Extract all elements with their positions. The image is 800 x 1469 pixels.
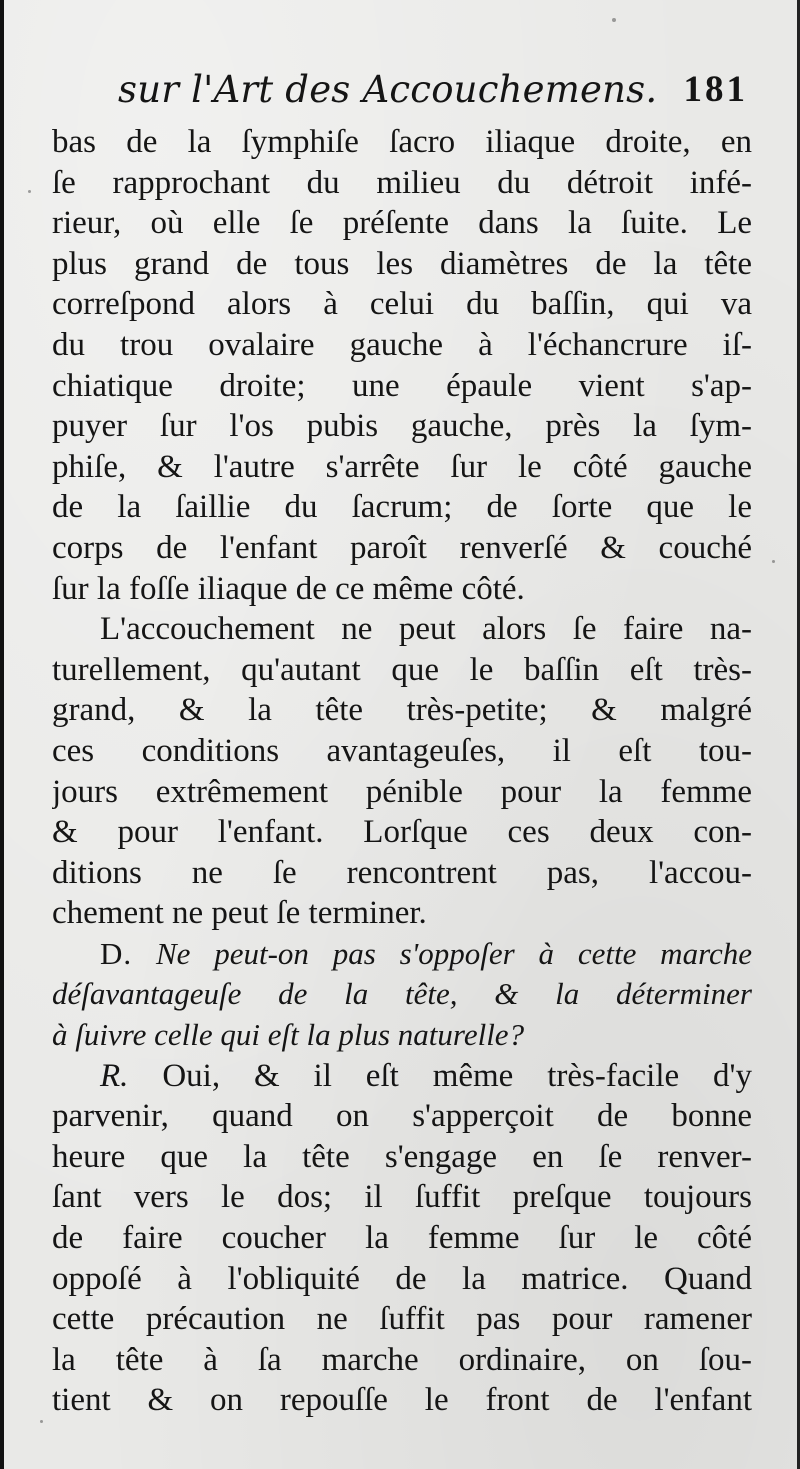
text-line: chiatique droite; une épaule vient s'ap-: [52, 367, 752, 404]
page-edge-left: [0, 0, 4, 1469]
text-line: de la ſaillie du ſacrum; de ſorte que le: [52, 489, 752, 526]
question-text: Ne peut-on pas s'oppoſer à cette marche: [155, 935, 752, 971]
question-label: D.: [100, 935, 133, 971]
text-line: correſpond alors à celui du baſſin, qui va: [52, 286, 752, 323]
paper-speck: [612, 18, 616, 22]
running-title: sur l'Art des Accouchemens.: [118, 68, 658, 111]
text-line: cette précaution ne ſuffit pas pour ramener: [52, 1301, 752, 1338]
text-line: rieur, où elle ſe préſente dans la ſuite. Le: [52, 205, 752, 242]
text-line: ditions ne ſe rencontrent pas, l'accou-: [52, 854, 752, 891]
text-line: corps de l'enfant paroît renverſé & couché: [52, 529, 752, 566]
answer-line: [52, 1056, 752, 1097]
text-line: tient & on repouſſe le front de l'enfant: [52, 1382, 752, 1419]
question-line: déſavantageuſe de la tête, & la déterminer: [52, 976, 752, 1012]
answer-text: Oui, & il eſt même très-facile d'y: [162, 1057, 752, 1094]
text-line: grand, & la tête très-petite; & malgré: [52, 692, 752, 729]
text-line: ſe rapprochant du milieu du détroit infé-: [52, 164, 752, 201]
text-line: la tête à ſa marche ordinaire, on ſou-: [52, 1341, 752, 1378]
text-line: oppoſé à l'obliquité de la matrice. Quand: [52, 1260, 752, 1297]
running-head: [118, 62, 748, 118]
text-line: jours extrêmement pénible pour la femme: [52, 773, 752, 810]
answer-label: R.: [100, 1057, 129, 1094]
text-line: plus grand de tous les diamètres de la tête: [52, 245, 752, 282]
text-line: puyer ſur l'os pubis gauche, près la ſym-: [52, 408, 752, 445]
text-line: ſant vers le dos; il ſuffit preſque toujours: [52, 1179, 752, 1216]
text-line: heure que la tête s'engage en ſe renver-: [52, 1138, 752, 1175]
text-line: du trou ovalaire gauche à l'échancrure iſ-: [52, 326, 752, 363]
page-number: 181: [683, 69, 748, 110]
text-line: parvenir, quand on s'apperçoit de bonne: [52, 1098, 752, 1135]
text-line: L'accouchement ne peut alors ſe faire na-: [100, 611, 752, 648]
paper-speck: [772, 560, 775, 563]
text-line: de faire coucher la femme ſur le côté: [52, 1220, 752, 1257]
paper-speck: [28, 190, 31, 193]
text-line: ces conditions avantageuſes, il eſt tou-: [52, 732, 752, 769]
text-line: & pour l'enfant. Lorſque ces deux con-: [52, 814, 752, 851]
question-line: [52, 934, 752, 975]
text-line: ſur la foſſe iliaque de ce même côté.: [52, 570, 525, 607]
question-line: à ſuivre celle qui eſt la plus naturelle?: [52, 1017, 525, 1053]
paper-speck: [40, 1420, 43, 1423]
text-line: chement ne peut ſe terminer.: [52, 895, 427, 932]
text-line: turellement, qu'autant que le baſſin eſt très-: [52, 651, 752, 688]
body-text: [52, 122, 752, 1421]
text-line: phiſe, & l'autre s'arrête ſur le côté gauche: [52, 448, 752, 485]
text-line: bas de la ſymphiſe ſacro iliaque droite, en: [52, 124, 752, 160]
